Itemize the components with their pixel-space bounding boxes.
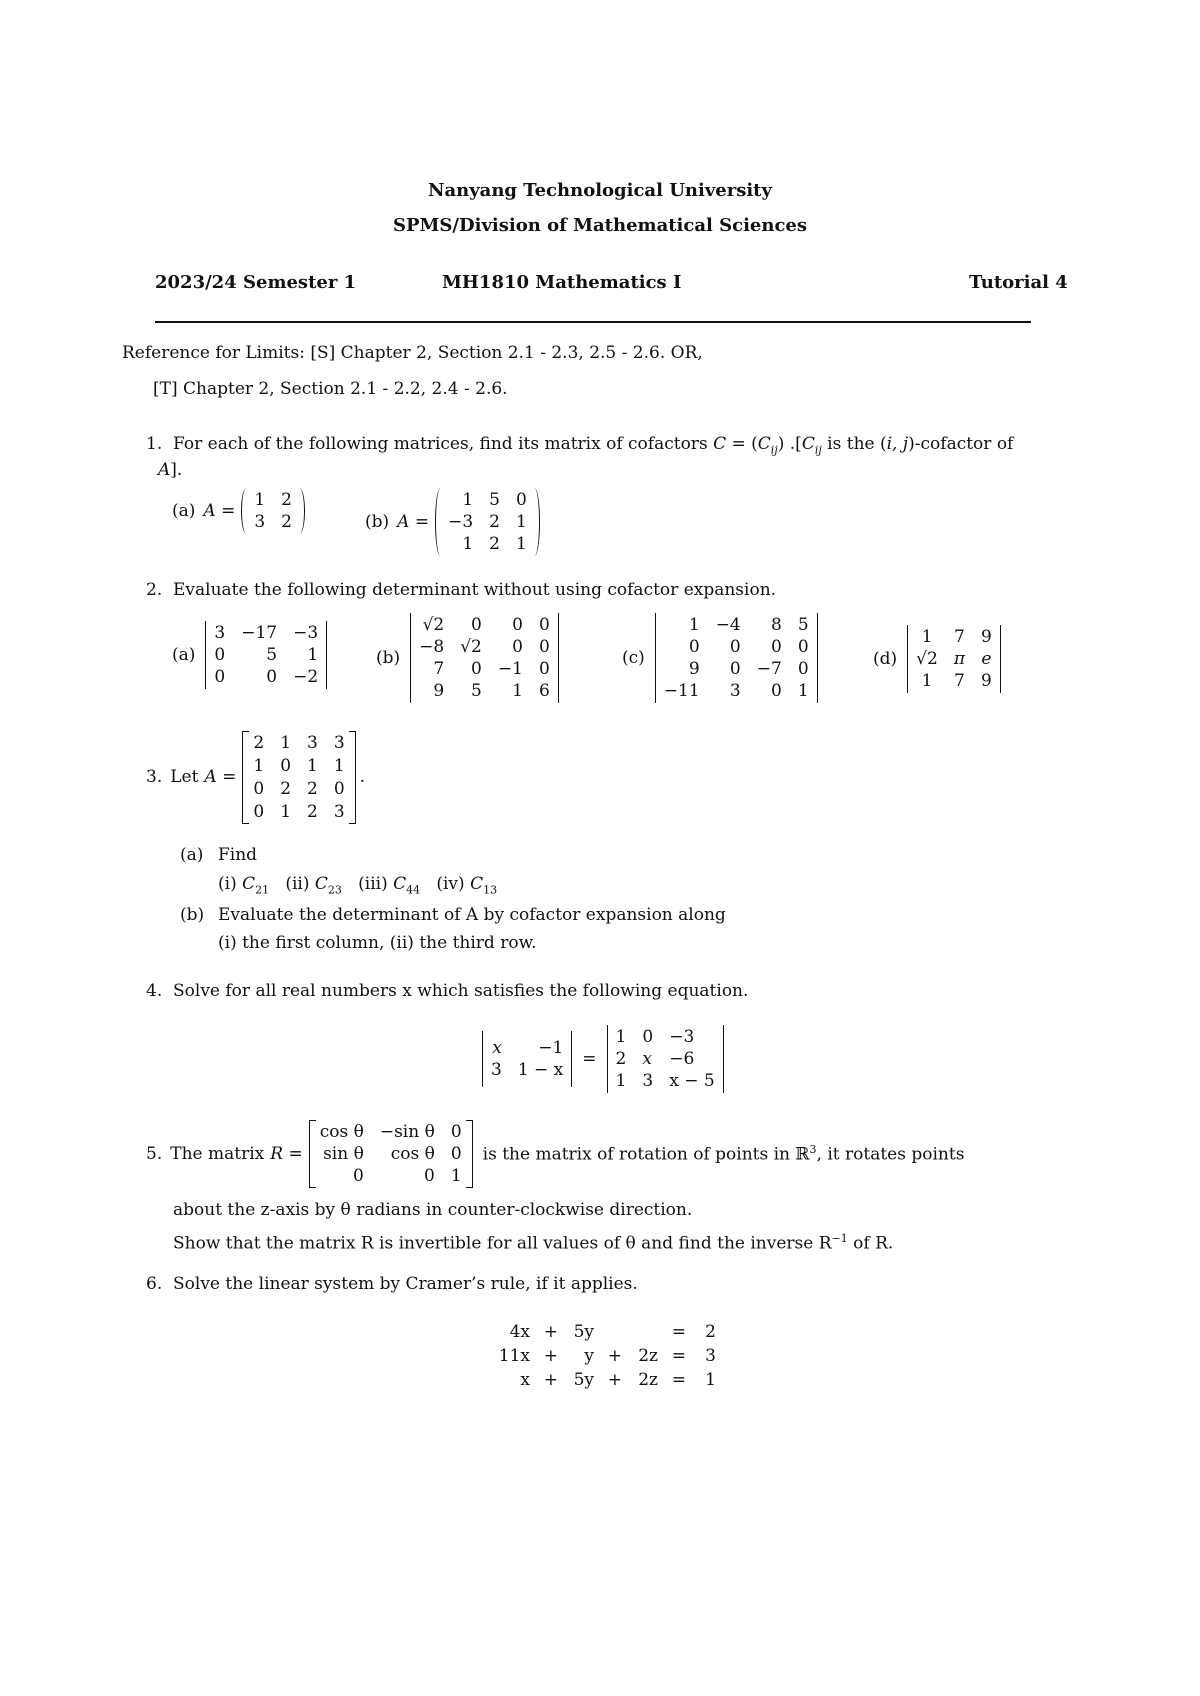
q1-text-b: is the bbox=[827, 434, 875, 454]
q2-number: 2. bbox=[146, 580, 163, 600]
q2a-label: (a) bbox=[172, 645, 196, 665]
course-label: MH1810 Mathematics I bbox=[442, 272, 682, 293]
q5-text-b: is the matrix of rotation of points in ℝ bbox=[482, 1144, 810, 1165]
q1a-group: (a) A = 1 2 3 2 bbox=[172, 488, 305, 534]
q4-equation: x −1 3 1 − x = 1 0 −3 2 x −6 1 3 x − 5 bbox=[478, 1020, 728, 1098]
header-divider bbox=[155, 321, 1031, 323]
tutorial-label: Tutorial 4 bbox=[969, 272, 1068, 293]
q1-text: For each of the following matrices, find its matrix of cofactors $C = (C_{ij})$ $.[C_{ij}$ is the (i, j)-cofactor of bbox=[173, 434, 1014, 457]
semester-label: 2023/24 Semester 1 bbox=[155, 272, 357, 293]
q3-let: Let bbox=[170, 767, 199, 787]
q5-line-3: Show that the matrix R is invertible for all values of θ and find the inverse $R^{-1}$ of R. bbox=[173, 1232, 894, 1254]
q1a-label: (a) bbox=[172, 501, 196, 521]
q1-text-a: For each of the following matrices, find its matrix of cofactors bbox=[173, 434, 714, 454]
q2c-group bbox=[622, 606, 822, 710]
q3-group: 3. Let A = 2 1 3 3 1 0 1 1 0 2 2 0 0 1 2 3 . bbox=[146, 732, 366, 822]
q3b-text: Evaluate the determinant of A by cofactor expansion along bbox=[218, 905, 726, 925]
q1b-matrix: 1 5 0 −3 2 1 1 2 1 bbox=[435, 488, 540, 556]
q2a-determinant: 3 −17 −3 0 5 1 0 0 −2 bbox=[201, 621, 331, 689]
q1b-label: (b) bbox=[365, 512, 390, 532]
q4-text: Solve for all real numbers x which satisfies the following equation. bbox=[173, 981, 749, 1001]
q4-right-determinant: 1 0 −3 2 x −6 1 3 x − 5 bbox=[603, 1025, 728, 1093]
q3b-label: (b) bbox=[180, 905, 205, 925]
q2b-label: (b) bbox=[376, 648, 401, 668]
q2b-group bbox=[376, 606, 563, 710]
q1a-matrix: 1 2 3 2 bbox=[241, 488, 305, 534]
q3-number: 3. bbox=[146, 767, 163, 787]
university-name: Nanyang Technological University bbox=[428, 180, 772, 201]
q1-number: 1. bbox=[146, 434, 163, 454]
q5-matrix: cos θ −sin θ 0 sin θ cos θ 0 0 0 1 bbox=[309, 1120, 473, 1188]
q3a-items: (i) $C_{21}$ (ii) $C_{23}$ (iii) $C_{44}$ (iv) $C_{13}$ bbox=[218, 874, 498, 897]
q2b-determinant: √2 0 0 0 −8 √2 0 0 7 0 −1 0 9 5 1 6 bbox=[406, 613, 563, 703]
q2-text: Evaluate the following determinant without using cofactor expansion. bbox=[173, 580, 777, 600]
q5-number: 5. bbox=[146, 1144, 163, 1164]
division-name: SPMS/Division of Mathematical Sciences bbox=[392, 215, 808, 236]
q6-number: 6. bbox=[146, 1274, 163, 1294]
q5-group: 5. The matrix R = cos θ −sin θ 0 sin θ cos θ 0 0 0 1 is the matrix of rotation of points in ℝ$^3$, it rotates points bbox=[146, 1122, 965, 1186]
q6-text: Solve the linear system by Cramer’s rule, if it applies. bbox=[173, 1274, 638, 1294]
q6-linear-system: 4x + 5y = 2 11x + y + 2z = 3 x + 5y + 2z = 1 bbox=[498, 1322, 716, 1390]
q2c-determinant: 1 −4 8 5 0 0 0 0 9 0 −7 0 −11 3 0 1 bbox=[651, 613, 822, 703]
q2d-label: (d) bbox=[873, 649, 898, 669]
q4-number: 4. bbox=[146, 981, 163, 1001]
q3a-label: (a) bbox=[180, 845, 204, 865]
q2c-label: (c) bbox=[622, 648, 645, 668]
q5-text-c: , it rotates points bbox=[816, 1144, 965, 1165]
q4-left-determinant: x −1 3 1 − x bbox=[478, 1031, 576, 1087]
q5-text-a: The matrix bbox=[170, 1144, 265, 1164]
q1-text-end: A]. bbox=[158, 460, 183, 480]
q3b-items: (i) the first column, (ii) the third row. bbox=[218, 933, 537, 953]
reference-line-2: [T] Chapter 2, Section 2.1 - 2.2, 2.4 - 2.6. bbox=[153, 379, 508, 399]
q5-line-2: about the z-axis by θ radians in counter-clockwise direction. bbox=[173, 1200, 693, 1220]
q2d-group bbox=[873, 618, 1005, 700]
q2a-group bbox=[172, 614, 331, 696]
q3-matrix: 2 1 3 3 1 0 1 1 0 2 2 0 0 1 2 3 bbox=[242, 731, 355, 824]
q1b-group: (b) A = 1 5 0 −3 2 1 1 2 1 bbox=[365, 488, 540, 556]
reference-line-1: Reference for Limits: [S] Chapter 2, Section 2.1 - 2.3, 2.5 - 2.6. OR, bbox=[122, 343, 703, 363]
q2d-determinant: 1 7 9 √2 π e 1 7 9 bbox=[903, 625, 1005, 693]
q3a-text: Find bbox=[218, 845, 258, 865]
q1-text-c: -cofactor of bbox=[914, 434, 1014, 454]
